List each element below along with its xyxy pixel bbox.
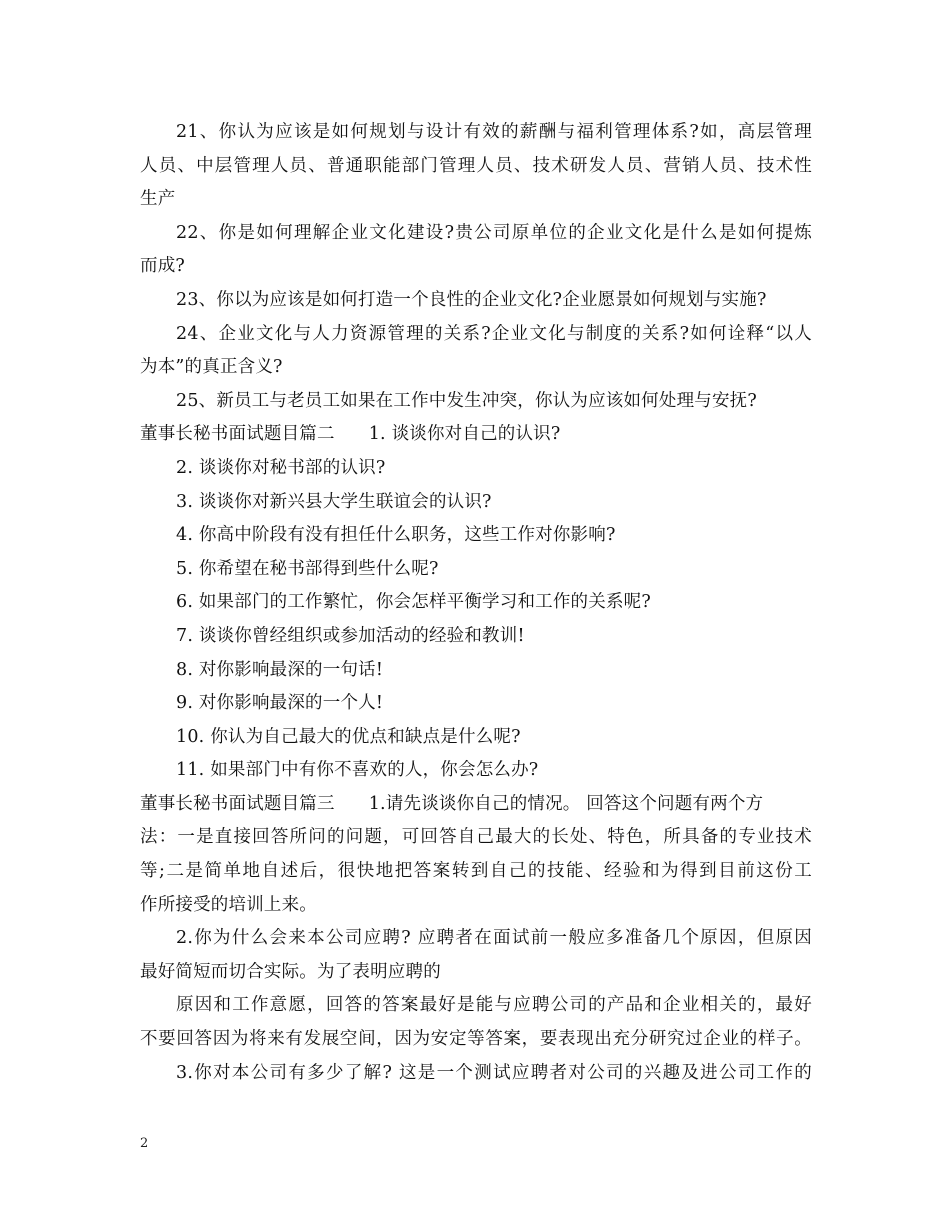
question-item: 4. 你高中阶段有没有担任什么职务，这些工作对你影响? [176,525,616,546]
question-item: 11. 如果部门中有你不喜欢的人，你会怎么办? [176,760,539,781]
question-item: 5. 你希望在秘书部得到些什么呢? [176,558,439,579]
section-heading-line [140,788,812,822]
paragraph-line: 3.你对本公司有多少了解? 这是一个测试应聘者对公司的兴趣及进公司工作的 [176,1062,812,1083]
paragraph-line: 23、你以为应该是如何打造一个良性的企业文化?企业愿景如何规划与实施? [176,289,767,310]
page-number: 2 [140,1136,149,1151]
document-body [140,116,812,1090]
paragraph-line: 生产 [140,189,176,210]
question-item: 6. 如果部门的工作繁忙，你会怎样平衡学习和工作的关系呢? [176,592,651,613]
question-item: 1. 谈谈你对自己的认识? [368,424,561,445]
paragraph-line: 21、你认为应该是如何规划与设计有效的薪酬与福利管理体系?如，高层管理 [176,122,812,142]
question-item: 8. 对你影响最深的一句话! [176,659,384,680]
paragraph-line: 25、新员工与老员工如果在工作中发生冲突，你认为应该如何处理与安抚? [176,390,757,411]
section-heading: 董事长秘书面试题目篇三 [140,793,335,814]
question-item: 7. 谈谈你曾经组织或参加活动的经验和教训! [176,625,525,646]
paragraph-line: 人员、中层管理人员、普通职能部门管理人员、技术研发人员、营销人员、技术性 [140,155,812,176]
paragraph-line: 原因和工作意愿，回答的答案最好是能与应聘公司的产品和企业相关的，最好 [176,995,812,1016]
section-heading: 董事长秘书面试题目篇二 [140,424,335,445]
answer-text: 1.请先谈谈你自己的情况。 回答这个问题有两个方 [368,793,764,814]
question-item: 9. 对你影响最深的一个人! [176,693,384,714]
question-item: 2. 谈谈你对秘书部的认识? [176,457,386,478]
paragraph-line: 作所接受的培训上来。 [140,894,317,915]
paragraph-line: 等;二是简单地自述后，很快地把答案转到自己的技能、经验和为得到目前这份工 [140,861,812,882]
paragraph-line: 24、企业文化与人力资源管理的关系?企业文化与制度的关系?如何诠释“以人 [176,323,812,344]
paragraph-line: 不要回答因为将来有发展空间，因为安定等答案，要表现出充分研究过企业的样子。 [140,1029,812,1050]
question-item: 10. 你认为自己最大的优点和缺点是什么呢? [176,726,521,747]
paragraph-line: 2.你为什么会来本公司应聘? 应聘者在面试前一般应多准备几个原因，但原因 [176,928,812,949]
paragraph-line: 最好简短而切合实际。为了表明应聘的 [140,961,441,982]
section-heading-line [140,418,812,452]
paragraph-line: 而成? [140,256,185,277]
question-item: 3. 谈谈你对新兴县大学生联谊会的认识? [176,491,492,512]
paragraph-line: 为本”的真正含义? [140,357,283,378]
paragraph-line: 法：一是直接回答所问的问题，可回答自己最大的长处、特色，所具备的专业技术 [140,827,812,848]
paragraph-line: 22、你是如何理解企业文化建设?贵公司原单位的企业文化是什么是如何提炼 [176,222,812,243]
